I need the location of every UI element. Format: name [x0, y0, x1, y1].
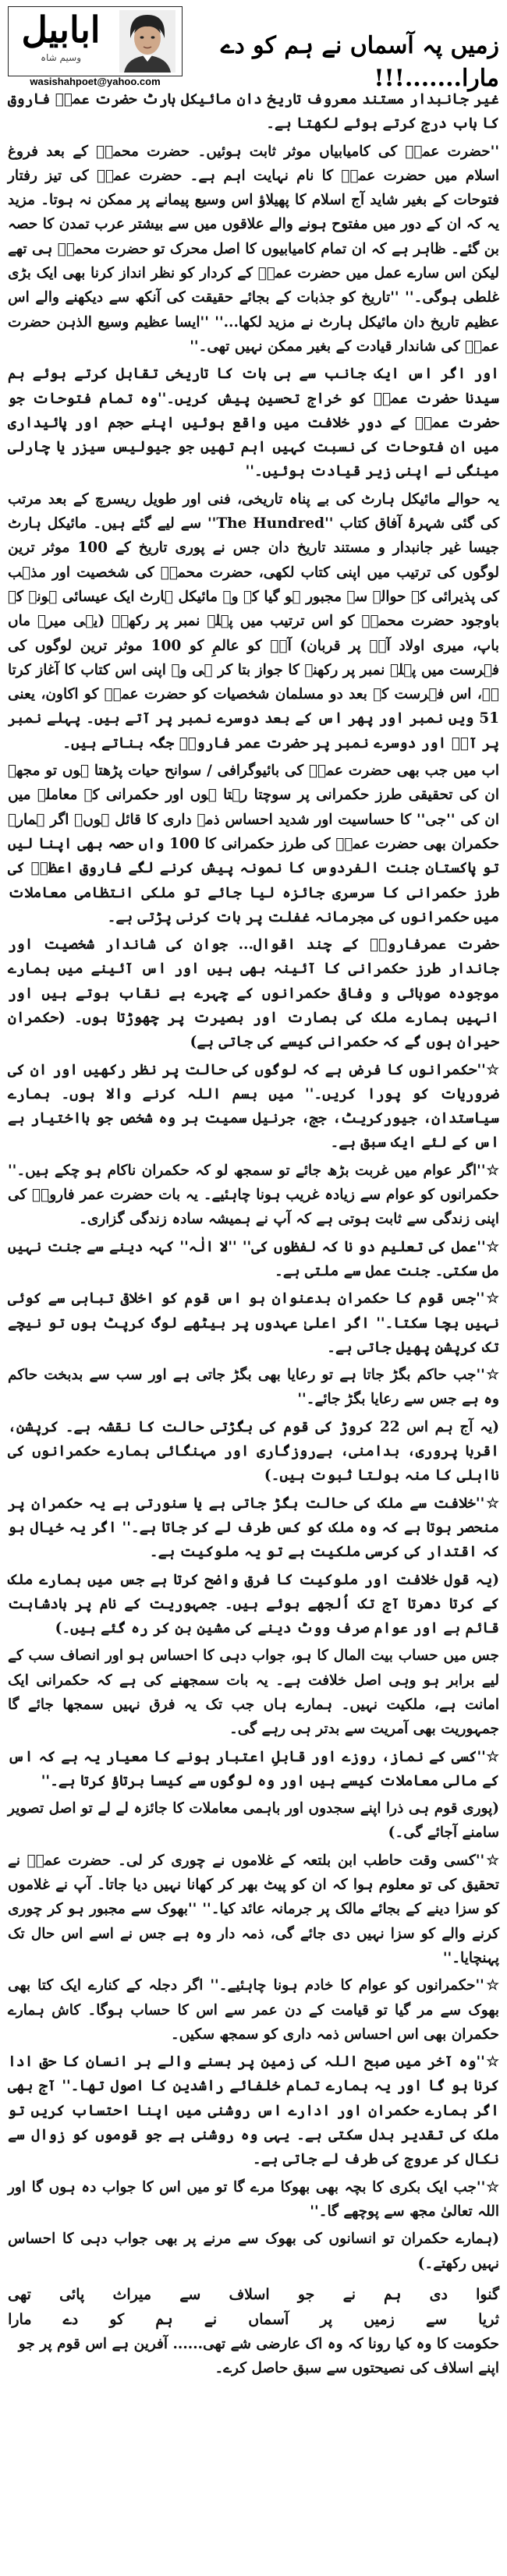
verse-word: سے	[179, 2285, 201, 2303]
verse-line-1	[8, 2282, 499, 2307]
closing-verse	[8, 2282, 499, 2381]
paragraph: اب میں جب بھی حضرت عمرؓ کی بائیوگرافی / سوانح حیات پڑھتا ہوں تو مجھے ان کی تحقیقی طرز حکمرانی پر سوچتا رہتا ہوں اور حکمرانی کے معاملے میں ان کی ''جی'' کا حساسیت اور شدید احساس ذمہ داری کا قائل ہوں۔ اگر ہمارے حکمران بھی حضرت عمرؓ کی طرز حکمرانی کا 100 واں حصہ بھی اپنا لیں تو پاکستان جنت الفردوس کا نمونہ پیش کرنے لگے فاروق اعظمؓ کی طرز حکمرانی کا سرسری جائزہ لیا جائے تو ملکی انتظامی معاملات میں حکمرانوں کی مجرمانہ غفلت پر بات کرنی پڑتی ہے۔	[8, 763, 499, 925]
paragraph: ☆''حکمرانوں کو عوام کا خادم ہونا چاہئیے۔'' اگر دجلہ کے کنارے ایک کتا بھی بھوک سے مر گیا تو قیامت کے دن عمر سے اس کا حساب ہوگا۔ کاش ہمارے حکمران بھی اس احساس ذمہ داری کو سمجھ سکیں۔	[8, 1977, 499, 2043]
closing-paragraph: حکومت کا وہ کیا رونا کہ وہ اک عارضی شے تھی...... آفرین ہے اس قوم پر جو اپنے اسلاف کی نصیحتوں سے سبق حاصل کرے۔	[18, 2335, 499, 2377]
column-logo-box	[8, 6, 183, 76]
paragraph: ☆''کسی کے نماز، روزے اور قابلِ اعتبار ہونے کا معیار یہ ہے کہ اس کے مالی معاملات کیسے ہیں اور وہ لوگوں سے کیسا برتاؤ کرتا ہے۔''	[8, 1748, 499, 1789]
article-column	[8, 6, 499, 2383]
paragraph: ☆''جب ایک بکری کا بچہ بھی بھوکا مرے گا تو میں اس کا جواب دہ ہوں گا اور اللہ تعالیٰ مجھ سے پوچھے گا۔''	[8, 2178, 499, 2220]
verse-word: پر	[320, 2310, 333, 2328]
verse-word: مارا	[8, 2310, 32, 2328]
verse-word: گنوا	[476, 2285, 499, 2303]
paragraph: ''حضرت عمرؓ کی کامیابیاں موثر ثابت ہوئیں۔ حضرت محمدؐ کے بعد فروغ اسلام میں حضرت عمرؓ کا نام نہایت اہم ہے۔ حضرت عمرؓ کی تیز رفتار فتوحات کے بغیر شاید آج اسلام کا پھیلاؤ اس وسیع پیمانے پر ممکن نہ ہوتا۔ مزید یہ کہ ان کے دور میں مفتوح ہونے والے علاقوں میں سے بیشتر عرب تمدن کا حصہ بن گئے۔ ظاہر ہے کہ ان تمام کامیابیوں کا اصل محرک تو حضرت محمدؐ ہی تھے لیکن اس سارے عمل میں حضرت عمرؓ کے کردار کو نظر انداز کرنا بھی ایک بڑی غلطی ہوگی۔'' ''تاریخ کو جذبات کے بجائے حقیقت کی آنکھ سے دیکھنے والے اس عظیم تاریخ دان مائیکل ہارٹ نے مزید لکھا...'' ''ایسا عظیم وسیع الذہن حضرت عمرؓ کی شاندار قیادت کے بغیر ممکن نہیں تھی۔''	[8, 143, 499, 355]
paragraph: حضرت عمرفاروقؓ کے چند اقوال... جوان کی شاندار شخصیت اور جاندار طرز حکمرانی کا آئینہ بھی ہیں اور اس آئینے میں ہمارے موجودہ صوبائی و وفاقی حکمرانوں کے چہرے بے نقاب ہوتے ہیں اور انہیں ہمارے ملک کی بصارت اور بصیرت پر چھوڑتا ہوں۔ (حکمران حیران ہوں گے کہ حکمرانی کیسے کی جاتی ہے)	[8, 936, 499, 1051]
paragraph: ☆''عمل کی تعلیم دو نا کہ لفظوں کی'' ''لا الٰہ'' کہہ دینے سے جنت نہیں مل سکتی۔ جنت عمل سے ملتی ہے۔	[8, 1238, 499, 1279]
verse-word: سے	[425, 2310, 448, 2328]
verse-word: ثریا	[478, 2310, 499, 2328]
article-body	[8, 87, 499, 2276]
verse-word: ہم	[155, 2310, 173, 2328]
author-name: وسیم شاہ	[40, 52, 81, 63]
verse-word: نے	[204, 2310, 218, 2328]
verse-line-2	[8, 2307, 499, 2332]
paragraph: غیر جانبدار مستند معروف تاریخ دان مائیکل ہارٹ حضرت عمرؓ فاروق کا باب درج کرتے ہوئے لکھتا ہے۔	[8, 91, 499, 133]
article-header	[8, 6, 499, 92]
verse-word: پائی	[59, 2285, 85, 2303]
paragraph: اور اگر اس ایک جانب سے ہی بات کا تاریخی تقابل کرتے ہوئے ہم سیدنا حضرت عمرؓ کو خراج تحسین پیش کریں۔''وہ تمام فتوحات جو حضرت عمرؓ کے دورِ خلافت میں واقع ہوئیں اپنے حجم اور پائیداری میں ان فتوحات کی نسبت کہیں اہم تھیں جو جیولیس سیزر یا چارلی مینگی نے اپنی زیر قیادت ہوئیں۔''	[8, 366, 499, 480]
paragraph: (پوری قوم ہی ذرا اپنے سجدوں اور باہمی معاملات کا جائزہ لے لے تو اصل تصویر سامنے آجائے گی۔)	[8, 1800, 499, 1842]
verse-word: جو	[297, 2285, 315, 2303]
verse-word: تھی	[8, 2285, 31, 2303]
paragraph: ☆''خلافت سے ملک کی حالت بگڑ جاتی ہے یا سنورتی ہے یہ حکمران پر منحصر ہوتا ہے کہ وہ ملک کو کس طرف لے کر جاتا ہے۔'' اگر یہ خیال ہو کہ اقتدار کی کرسی ملکیت ہے تو یہ ملوکیت ہے۔	[8, 1495, 499, 1561]
paragraph: ☆''کسی وقت حاطب ابن بلتعہ کے غلاموں نے چوری کر لی۔ حضرت عمرؓ نے تحقیق کی تو معلوم ہوا کہ ان کو پیٹ بھر کر کھانا نہیں دیا جاتا۔ آپ نے غلاموں کو سزا دینے کے بجائے مالک پر جرمانہ عائد کیا۔'' ''بھوک سے مجبور ہو کر چوری کرنے والے کو سزا نہیں دی جائے گی، ذمہ دار وہ ہے جس نے اسے اس حال تک پہنچایا۔''	[8, 1852, 499, 1966]
verse-word: ہم	[384, 2285, 402, 2303]
verse-word: کو	[109, 2310, 125, 2328]
paragraph: ☆''وہ آخر میں صبح اللہ کی زمین پر بسنے والے ہر انسان کا حق ادا کرنا ہو گا اور یہ ہمارے تمام خلفائے راشدین کا اصول تھا۔'' آج بھی اگر ہمارے حکمران اور ادارے اس روشنی میں اپنا احتساب کریں تو ملک کی تقدیر بدل سکتی ہے۔ یہی وہ روشنی ہے جو قوموں کو زوال سے نکال کر عروج کی طرف لے جاتی ہے۔	[8, 2054, 500, 2168]
verse-word: دی	[429, 2285, 448, 2303]
paragraph: جس میں حساب بیت المال کا ہو، جواب دہی کا احساس ہو اور انصاف سب کے لیے برابر ہو وہی اصل خلافت ہے۔ یہ بات سمجھنے کی ہے کہ حکمرانی ایک امانت ہے، ملکیت نہیں۔ ہمارے ہاں جب تک یہ فرق نہیں سمجھا جائے گا جمہوریت بھی آمریت سے بدتر ہی رہے گی۔	[8, 1647, 499, 1738]
verse-word: اسلاف	[229, 2285, 270, 2303]
verse-word: دے	[62, 2310, 79, 2328]
article-title: زمیں پہ آسماں نے ہم کو دے مارا.......!!!	[220, 32, 499, 92]
column-logo: ابابیل	[21, 9, 101, 51]
author-photo	[119, 10, 176, 73]
paragraph: (یہ قول خلافت اور ملوکیت کا فرق واضح کرتا ہے جس میں ہمارے ملک کے کرتا دھرتا آج تک اُلجھے ہوئے ہیں۔ جمہوریت کے نام پر بادشاہت قائم ہے اور عوام صرف ووٹ دینے کی مشین بن کر رہ گئے ہیں۔)	[8, 1571, 499, 1637]
paragraph: ☆''جب حاکم بگڑ جاتا ہے تو رعایا بھی بگڑ جاتی ہے اور سب سے بدبخت حاکم وہ ہے جس سے رعایا بگڑ جائے۔''	[8, 1367, 499, 1408]
verse-word: نے	[342, 2285, 356, 2303]
verse-word: زمیں	[363, 2310, 395, 2328]
paragraph: (یہ آج ہم اس 22 کروڑ کی قوم کی بگڑتی حالت کا نقشہ ہے۔ کرپشن، اقربا پروری، بدامنی، بےروزگاری اور مہنگائی ہمارے حکمرانوں کی نااہلی کا منہ بولتا ثبوت ہیں۔)	[8, 1418, 499, 1484]
paragraph: ☆''حکمرانوں کا فرض ہے کہ لوگوں کی حالت پر نظر رکھیں اور ان کی ضروریات کو پورا کریں۔'' میں بسم اللہ کرنے والا ہوں۔ ہمارے سیاستدان، جیورکریٹ، جج، جرنیل سمیت ہر وہ شخص جو بااختیار ہے اس کے لئے ایک سبق ہے۔	[8, 1061, 500, 1152]
verse-word: میراث	[112, 2285, 152, 2303]
paragraph: (ہمارے حکمران تو انسانوں کی بھوک سے مرنے پر بھی جواب دہی کا احساس نہیں رکھتے۔)	[8, 2231, 499, 2272]
paragraph: ☆''جس قوم کا حکمران بدعنوان ہو اس قوم کو اخلاقی تباہی سے کوئی نہیں بچا سکتا۔'' اگر اعلیٰ عہدوں پر بیٹھے لوگ کرپٹ ہوں تو نیچے تک کرپشن پھیل جاتی ہے۔	[8, 1290, 499, 1356]
author-email: wasishahpoet@yahoo.com	[30, 76, 161, 87]
paragraph: یہ حوالے مائیکل ہارٹ کی بے پناہ تاریخی، فنی اور طویل ریسرچ کے بعد مرتب کی گئی شہرۂ آفاق کتاب ''The Hundred'' سے لیے گئے ہیں۔ مائیکل ہارٹ جیسا غیر جانبدار و مستند تاریخ دان جس نے پوری تاریخ کے 100 موثر ترین لوگوں کی ترتیب میں اپنی کتاب لکھی، حضرت محمدؐ کی شخصیت اور مذہب کی پذیرائی کے حوالے سے مجبور ہو گیا کہ وہ مائیکل ہارٹ ایک عیسائی ہونے کے باوجود حضرت محمدؐ کو اس ترتیب میں پہلے نمبر پر رکھے۔ (یہی میرے ماں باپ، میری اولاد آپؐ پر قربان) آپؐ کو عالمِ کو 100 موثر ترین لوگوں کی فہرست میں پہلے نمبر پر رکھنے کا جواز بتا کر ہی وہ اپنی اس کتاب کا آغاز کرتا ہے، اس فہرست کے بعد دو مسلمان شخصیات کو حضرت عمرؓ کو اکاون، یعنی 51 ویں نمبر اور پھر اس کے بعد دوسرے نمبر پر آتے ہیں۔ پہلے نمبر پر آپؐ اور دوسرے نمبر پر حضرت عمر فاروقؓ جگہ بناتے ہیں۔	[8, 490, 500, 752]
verse-word: آسماں	[248, 2310, 289, 2328]
paragraph: ☆''اگر عوام میں غربت بڑھ جائے تو سمجھ لو کہ حکمران ناکام ہو چکے ہیں۔'' حکمرانوں کو عوام سے زیادہ غریب ہونا چاہئیے۔ یہ بات حضرت عمر فاروقؓ کی اپنی زندگی سے ثابت ہوتی ہے کہ آپ نے ہمیشہ سادہ زندگی گزاری۔	[8, 1162, 499, 1228]
